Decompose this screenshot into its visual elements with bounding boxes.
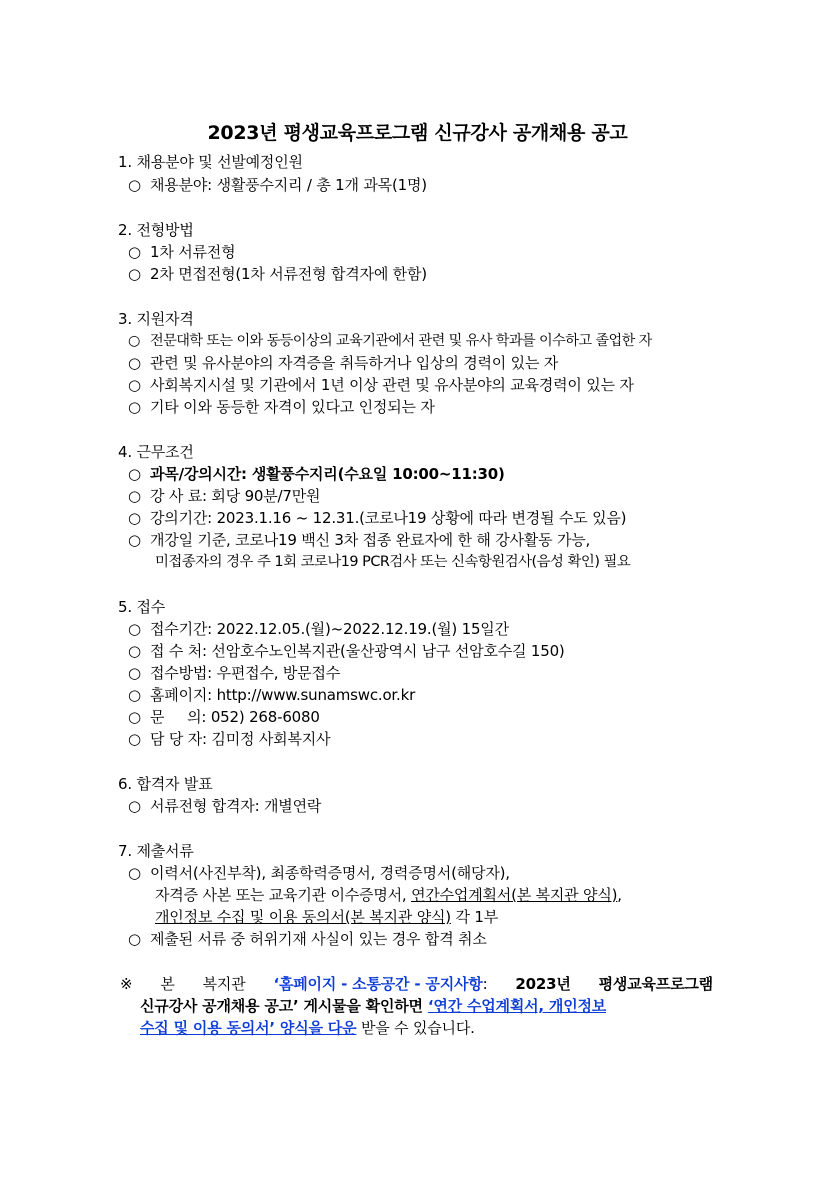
bullet-icon: ○	[128, 509, 141, 527]
list-item: ○ 이력서(사진부착), 최종학력증명서, 경력증명서(해당자),	[128, 864, 510, 882]
list-item: ○ 기타 이와 동등한 자격이 있다고 인정되는 자	[128, 398, 435, 416]
bullet-icon: ○	[128, 642, 141, 660]
list-item: ○ 제출된 서류 중 허위기재 사실이 있는 경우 합격 취소	[128, 930, 487, 948]
list-item: ○ 채용분야: 생활풍수지리 / 총 1개 과목(1명)	[128, 176, 427, 194]
bullet-icon: ○	[128, 354, 141, 372]
notice-board-path: ‘홈페이지 - 소통공간 - 공지사항	[273, 975, 483, 993]
list-item: ○ 서류전형 합격자: 개별연락	[128, 797, 322, 815]
bullet-icon: ○	[128, 243, 141, 261]
list-item: ○ 문 의: 052) 268-6080	[128, 708, 320, 726]
page-title: 2023년 평생교육프로그램 신규강사 공개채용 공고	[207, 122, 628, 144]
list-item: ○ 담 당 자: 김미정 사회복지사	[128, 730, 331, 748]
homepage-link[interactable]: 홈페이지: http://www.sunamswc.or.kr	[150, 686, 416, 704]
list-item: ○ 2차 면접전형(1차 서류전형 합격자에 한함)	[128, 265, 427, 283]
list-item: ○ 접 수 처: 선암호수노인복지관(울산광역시 남구 선암호수길 150)	[128, 642, 565, 660]
list-item: ○ 접수기간: 2022.12.05.(월)~2022.12.19.(월) 15일간	[128, 620, 509, 638]
bullet-icon: ○	[128, 465, 141, 483]
section-heading-method: 2. 전형방법	[118, 221, 194, 239]
list-item: ○ 관련 및 유사분야의 자격증을 취득하거나 입상의 경력이 있는 자	[128, 354, 559, 372]
list-item-continuation: 미접종자의 경우 주 1회 코로나19 PCR검사 또는 신속항원검사(음성 확인) 필요	[155, 554, 631, 570]
list-item: ○ 전문대학 또는 이와 동등이상의 교육기관에서 관련 및 유사 학과를 이수하고 졸업한 자	[128, 333, 652, 349]
bullet-icon: ○	[128, 333, 140, 349]
note-mark-icon: ※	[120, 975, 133, 993]
list-item: ○ 과목/강의시간: 생활풍수지리(수요일 10:00~11:30)	[128, 465, 505, 483]
bullet-icon: ○	[128, 930, 141, 948]
bullet-icon: ○	[128, 487, 141, 505]
list-item: ○ 사회복지시설 및 기관에서 1년 이상 관련 및 유사분야의 교육경력이 있는 자	[128, 376, 634, 394]
list-item: ○ 1차 서류전형	[128, 243, 236, 261]
section-heading-qualification: 3. 지원자격	[118, 310, 194, 328]
note-line-3: 수집 및 이용 동의서’ 양식을 다운 받을 수 있습니다.	[140, 1019, 475, 1037]
section-heading-documents: 7. 제출서류	[118, 842, 194, 860]
section-heading-application: 5. 접수	[118, 598, 166, 616]
bullet-icon: ○	[128, 730, 141, 748]
bullet-icon: ○	[128, 398, 141, 416]
bullet-icon: ○	[128, 797, 141, 815]
bullet-icon: ○	[128, 620, 141, 638]
bullet-icon: ○	[128, 686, 141, 704]
list-item-continuation: 자격증 사본 또는 교육기관 이수증명서, 연간수업계획서(본 복지관 양식),	[155, 886, 622, 904]
list-item: ○ 강 사 료: 회당 90분/7만원	[128, 487, 321, 505]
download-forms-link-cont[interactable]: 수집 및 이용 동의서’ 양식을 다운	[140, 1019, 357, 1037]
list-item: ○ 강의기간: 2023.1.16 ~ 12.31.(코로나19 상황에 따라 변경될 수도 있음)	[128, 509, 627, 527]
bullet-icon: ○	[128, 531, 141, 549]
bullet-icon: ○	[128, 176, 141, 194]
bullet-icon: ○	[128, 265, 141, 283]
bullet-icon: ○	[128, 708, 141, 726]
bullet-icon: ○	[128, 376, 141, 394]
list-item: ○ 접수방법: 우편접수, 방문접수	[128, 664, 341, 682]
note-line-1: ※ 본 복지관 ‘홈페이지 - 소통공간 - 공지사항: 2023년 평생교육프로그램	[120, 975, 713, 993]
note-line-2: 신규강사 공개채용 공고’ 게시물을 확인하면 ‘연간 수업계획서, 개인정보	[140, 997, 607, 1015]
section-heading-conditions: 4. 근무조건	[118, 443, 194, 461]
section-heading-announcement: 6. 합격자 발표	[118, 775, 213, 793]
section-heading-recruitment: 1. 채용분야 및 선발예정인원	[118, 153, 303, 171]
list-item-continuation: 개인정보 수집 및 이용 동의서(본 복지관 양식) 각 1부	[155, 908, 498, 926]
bullet-icon: ○	[128, 864, 141, 882]
list-item: ○ 개강일 기준, 코로나19 백신 3차 접종 완료자에 한 해 강사활동 가능,	[128, 531, 591, 549]
list-item	[128, 685, 415, 705]
download-forms-link[interactable]: ‘연간 수업계획서, 개인정보	[427, 997, 607, 1015]
bullet-icon: ○	[128, 664, 141, 682]
